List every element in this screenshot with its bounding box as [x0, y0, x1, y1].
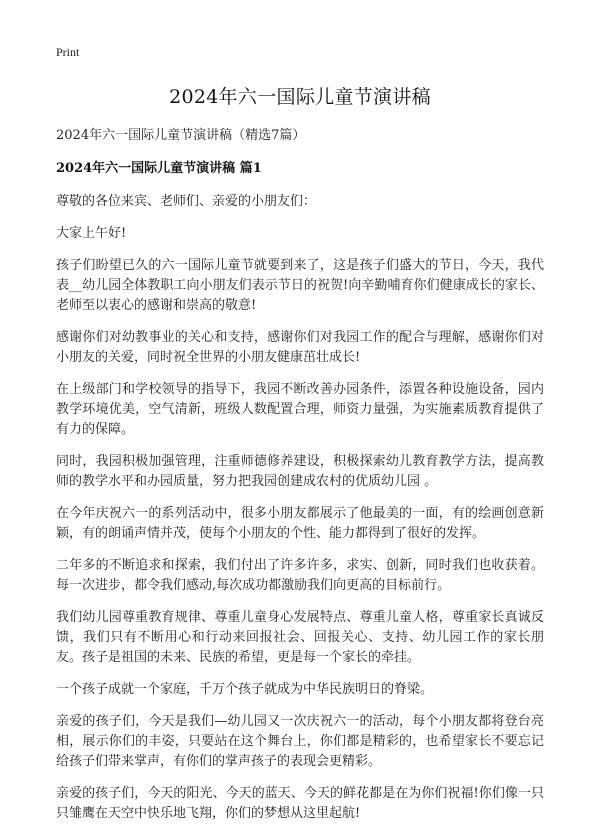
- document-subtitle: 2024年六一国际儿童节演讲稿（精选7篇）: [56, 128, 306, 143]
- paragraph: 一个孩子成就一个家庭，千万个孩子就成为中华民族明日的脊梁。: [56, 682, 434, 697]
- paragraph: 感谢你们对幼教事业的关心和支持，感谢你们对我园工作的配合与理解，感谢你们对小朋友的关爱，同时祝全世界的小朋友健康茁壮成长!: [56, 330, 544, 365]
- paragraph: 在今年庆祝六一的系列活动中，很多小朋友都展示了他最美的一面，有的绘画创意新颖，有的朗诵声情并茂，使每个小朋友的个性、能力都得到了很好的发挥。: [56, 506, 544, 541]
- section-heading: 2024年六一国际儿童节演讲稿 篇1: [56, 161, 262, 176]
- paragraph: 同时，我园积极加强管理，注重师德修养建设，积极探索幼儿教育教学方法，提高教师的教学水平和办园质量，努力把我园创建成农村的优质幼儿园 。: [56, 454, 544, 489]
- paragraph: 亲爱的孩子们，今天的阳光、今天的蓝天、今天的鲜花都是在为你们祝福!你们像一只只雏鹰在天空中快乐地飞翔，你们的梦想从这里起航!: [56, 786, 544, 821]
- paragraph-salutation: 尊敬的各位来宾、老师们、亲爱的小朋友们：: [56, 194, 317, 209]
- paragraph: 亲爱的孩子们，今天是我们—幼儿园又一次庆祝六一的活动，每个小朋友都将登台亮相，展示你们的丰姿，只要站在这个舞台上，你们都是精彩的，也希望家长不要忘记给孩子们带来掌声，有你们的掌声孩子的表现会更精彩。: [56, 714, 544, 769]
- paragraph: 孩子们盼望已久的六一国际儿童节就要到来了，这是孩子们盛大的节日，今天，我代表__幼儿园全体教职工向小朋友们表示节日的祝贺!向辛勤哺育你们健康成长的家长、老师至以衷心的感谢和崇高的敬意!: [56, 258, 544, 313]
- paragraph-greeting: 大家上午好!: [56, 226, 127, 241]
- paragraph: 在上级部门和学校领导的指导下，我园不断改善办园条件，添置各种设施设备，园内教学环境优美，空气清新，班级人数配置合理，师资力量强，为实施素质教育提供了有力的保障。: [56, 382, 544, 437]
- document-title: 2024年六一国际儿童节演讲稿: [169, 86, 431, 108]
- document-body: [56, 192, 544, 824]
- paragraph: 二年多的不断追求和探索，我们付出了许多许多，求实、创新，同时我们也收获着。每一次进步，都令我们感动,每次成功都激励我们向更高的目标前行。: [56, 558, 544, 593]
- paragraph: 我们幼儿园尊重教育规律、尊重儿童身心发展特点、尊重儿童人格，尊重家长真诚反馈，我们只有不断用心和行动来回报社会、回报关心、支持、幼儿园工作的家长朋友。孩子是祖国的未来、民族的希望，更是每一个家长的牵挂。: [56, 610, 544, 665]
- print-link[interactable]: Print: [56, 45, 80, 59]
